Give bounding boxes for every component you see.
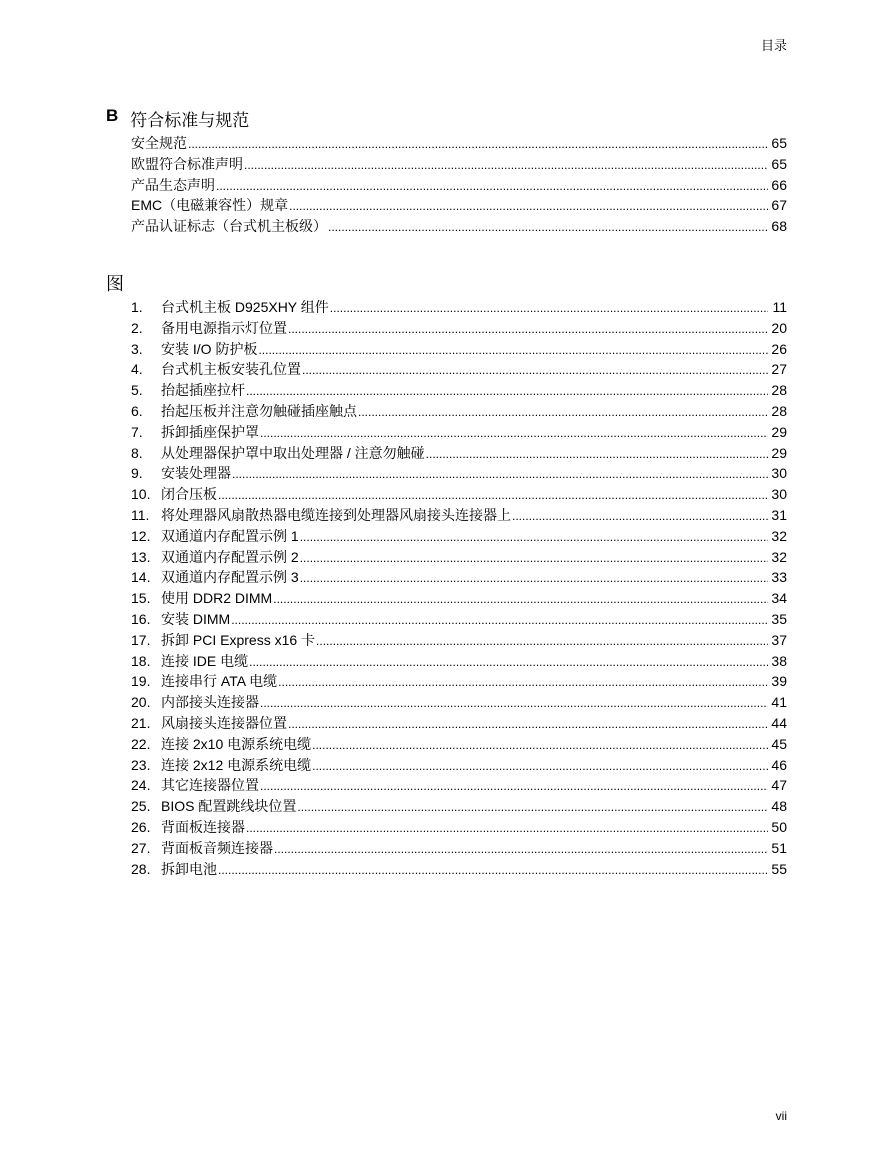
figure-entry[interactable]: [131, 734, 787, 755]
leader-dots: [312, 739, 768, 751]
figure-entry[interactable]: [131, 630, 787, 651]
entry-label: 产品认证标志（台式机主板级）: [131, 218, 327, 235]
figure-entry[interactable]: [131, 318, 787, 339]
toc-entry[interactable]: [131, 195, 787, 216]
figure-label: 双通道内存配置示例 1: [161, 527, 299, 544]
figure-page: 26: [771, 340, 787, 357]
leader-dots: [260, 780, 768, 792]
figure-number: 16.: [131, 610, 151, 627]
figure-number: 14.: [131, 569, 151, 586]
figure-label: 台式机主板 D925XHY 组件: [161, 299, 329, 315]
entry-page: 65: [771, 135, 787, 151]
figure-page: 37: [771, 631, 787, 648]
figure-number: 13.: [131, 548, 151, 565]
leader-dots: [512, 510, 768, 522]
figure-entry[interactable]: [131, 838, 787, 859]
figure-number: 11.: [131, 506, 150, 523]
figure-page: 46: [771, 756, 787, 773]
figure-page: 29: [771, 423, 787, 440]
figures-heading: 图: [106, 274, 124, 294]
figure-number: 10.: [131, 486, 151, 503]
figure-number: 25.: [131, 798, 151, 815]
figure-number: 22.: [131, 735, 151, 752]
figure-label: 将处理器风扇散热器电缆连接到处理器风扇接头连接器上: [161, 506, 511, 523]
toc-entry[interactable]: [131, 216, 787, 237]
leader-dots: [218, 864, 768, 876]
figure-entry[interactable]: [131, 817, 787, 838]
figure-page: 32: [771, 527, 787, 544]
figure-entry[interactable]: [131, 505, 787, 526]
figure-label: 连接 2x10 电源系统电缆: [161, 735, 312, 752]
figure-label: 备用电源指示灯位置: [161, 319, 287, 336]
figure-page: 41: [771, 694, 787, 711]
figure-label: 拆卸 PCI Express x16 卡: [161, 631, 316, 648]
figure-label: 抬起压板并注意勿触碰插座触点: [161, 402, 357, 419]
figure-label: 双通道内存配置示例 2: [161, 548, 299, 565]
figure-number: 27.: [131, 839, 151, 856]
leader-dots: [297, 801, 768, 813]
figure-entry[interactable]: [131, 609, 787, 630]
figure-label: 连接 2x12 电源系统电缆: [161, 756, 312, 773]
figure-number: 18.: [131, 652, 151, 669]
figure-label: 从处理器保护罩中取出处理器 / 注意勿触碰: [161, 444, 425, 461]
figure-number: 15.: [131, 590, 151, 607]
figure-label: 闭合压板: [161, 486, 217, 503]
toc-entry[interactable]: [131, 133, 787, 154]
page-number: vii: [775, 1109, 787, 1123]
leader-dots: [288, 718, 768, 730]
figure-page: 45: [771, 735, 787, 752]
figure-entry[interactable]: [131, 775, 787, 796]
leader-dots: [328, 221, 768, 233]
figure-number: 19.: [131, 673, 151, 690]
figure-entry[interactable]: [131, 755, 787, 776]
leader-dots: [300, 572, 768, 584]
figure-page: 28: [771, 382, 787, 399]
leader-dots: [218, 489, 768, 501]
figure-page: 55: [771, 860, 787, 877]
figure-page: 29: [771, 444, 787, 461]
figure-page: 50: [771, 818, 787, 835]
figure-label: 连接 IDE 电缆: [161, 652, 249, 669]
figure-entry[interactable]: [131, 692, 787, 713]
figure-entry[interactable]: [131, 297, 787, 318]
entry-page: 67: [771, 197, 787, 214]
figure-label: 拆卸电池: [161, 860, 217, 877]
figure-entry[interactable]: [131, 651, 787, 672]
toc-entry[interactable]: [131, 175, 787, 196]
figure-label: 安装处理器: [161, 465, 231, 482]
figure-number: 8.: [131, 444, 143, 461]
figure-page: 47: [771, 777, 787, 794]
figure-page: 28: [771, 402, 787, 419]
figure-entry[interactable]: [131, 484, 787, 505]
figure-label: 背面板连接器: [161, 818, 245, 835]
leader-dots: [244, 159, 768, 171]
figure-entry[interactable]: [131, 463, 787, 484]
figure-label: 抬起插座拉杆: [161, 382, 245, 399]
entry-page: 66: [771, 176, 787, 193]
leader-dots: [330, 302, 768, 314]
figure-page: 35: [771, 610, 787, 627]
leader-dots: [358, 406, 768, 418]
figure-label: 双通道内存配置示例 3: [161, 569, 299, 586]
figure-page: 27: [771, 361, 787, 378]
leader-dots: [232, 468, 768, 480]
figure-page: 44: [771, 714, 787, 731]
leader-dots: [216, 180, 768, 192]
figure-entry[interactable]: [131, 401, 787, 422]
figure-page: 31: [771, 506, 787, 523]
figure-entry[interactable]: [131, 859, 787, 880]
figure-page: 48: [771, 798, 787, 815]
figure-number: 24.: [131, 777, 151, 794]
leader-dots: [246, 385, 768, 397]
figure-page: 51: [771, 839, 787, 856]
figure-entry[interactable]: [131, 526, 787, 547]
entry-label: 产品生态声明: [131, 176, 215, 193]
leader-dots: [188, 138, 768, 150]
figure-entry[interactable]: [131, 713, 787, 734]
figure-entry[interactable]: [131, 588, 787, 609]
leader-dots: [300, 552, 768, 564]
figure-label: 使用 DDR2 DIMM: [161, 590, 273, 607]
figure-label: 安装 I/O 防护板: [161, 340, 258, 357]
figure-number: 4.: [131, 361, 143, 378]
leader-dots: [246, 822, 768, 834]
entry-label: 欧盟符合标准声明: [131, 155, 243, 172]
figure-label: 台式机主板安装孔位置: [161, 361, 301, 378]
entry-page: 65: [771, 155, 787, 172]
figure-page: 20: [771, 319, 787, 336]
figure-label: 内部接头连接器: [161, 694, 259, 711]
leader-dots: [300, 531, 768, 543]
appendix-entries: [131, 133, 787, 237]
figure-label: 其它连接器位置: [161, 777, 259, 794]
figure-page: 11: [772, 299, 787, 315]
figure-number: 12.: [131, 527, 151, 544]
figure-entry[interactable]: [131, 422, 787, 443]
figure-page: 30: [771, 486, 787, 503]
leader-dots: [302, 364, 768, 376]
entry-label: 安全规范: [131, 135, 187, 151]
leader-dots: [289, 200, 768, 212]
figure-entry[interactable]: [131, 359, 787, 380]
leader-dots: [260, 697, 768, 709]
figure-number: 1.: [131, 299, 143, 315]
figure-page: 32: [771, 548, 787, 565]
leader-dots: [316, 635, 768, 647]
figure-entry[interactable]: [131, 671, 787, 692]
leader-dots: [274, 843, 768, 855]
figure-number: 23.: [131, 756, 151, 773]
figure-number: 28.: [131, 860, 151, 877]
entry-page: 68: [771, 218, 787, 235]
figure-number: 2.: [131, 319, 143, 336]
figure-number: 20.: [131, 694, 151, 711]
toc-entry[interactable]: [131, 154, 787, 175]
appendix-letter: B: [106, 106, 119, 125]
figure-entry[interactable]: [131, 380, 787, 401]
leader-dots: [249, 656, 768, 668]
figure-number: 9.: [131, 465, 143, 482]
figure-entry[interactable]: [131, 796, 787, 817]
appendix-title: [106, 106, 249, 131]
figure-page: 33: [771, 569, 787, 586]
entry-label: EMC（电磁兼容性）规章: [131, 197, 289, 214]
leader-dots: [273, 593, 768, 605]
figure-page: 30: [771, 465, 787, 482]
figure-label: BIOS 配置跳线块位置: [161, 798, 297, 815]
leader-dots: [258, 344, 768, 356]
figure-number: 7.: [131, 423, 143, 440]
figure-entry[interactable]: [131, 547, 787, 568]
figure-label: 拆卸插座保护罩: [161, 423, 259, 440]
figure-label: 连接串行 ATA 电缆: [161, 673, 278, 690]
figures-list: [131, 297, 787, 879]
figure-page: 38: [771, 652, 787, 669]
figure-label: 背面板音频连接器: [161, 839, 273, 856]
figure-number: 17.: [131, 631, 151, 648]
figure-entry[interactable]: [131, 567, 787, 588]
leader-dots: [288, 323, 768, 335]
figure-number: 3.: [131, 340, 143, 357]
leader-dots: [278, 676, 768, 688]
running-header: 目录: [760, 38, 787, 53]
leader-dots: [312, 760, 768, 772]
figure-page: 39: [771, 673, 787, 690]
leader-dots: [260, 427, 768, 439]
figure-page: 34: [771, 590, 787, 607]
leader-dots: [426, 448, 768, 460]
figure-number: 6.: [131, 402, 143, 419]
figure-label: 安装 DIMM: [161, 610, 231, 627]
appendix-heading: 符合标准与规范: [130, 111, 250, 130]
figure-entry[interactable]: [131, 339, 787, 360]
figure-number: 26.: [131, 818, 151, 835]
figure-entry[interactable]: [131, 443, 787, 464]
figure-label: 风扇接头连接器位置: [161, 714, 287, 731]
figure-number: 21.: [131, 714, 151, 731]
leader-dots: [231, 614, 768, 626]
figure-number: 5.: [131, 382, 143, 399]
